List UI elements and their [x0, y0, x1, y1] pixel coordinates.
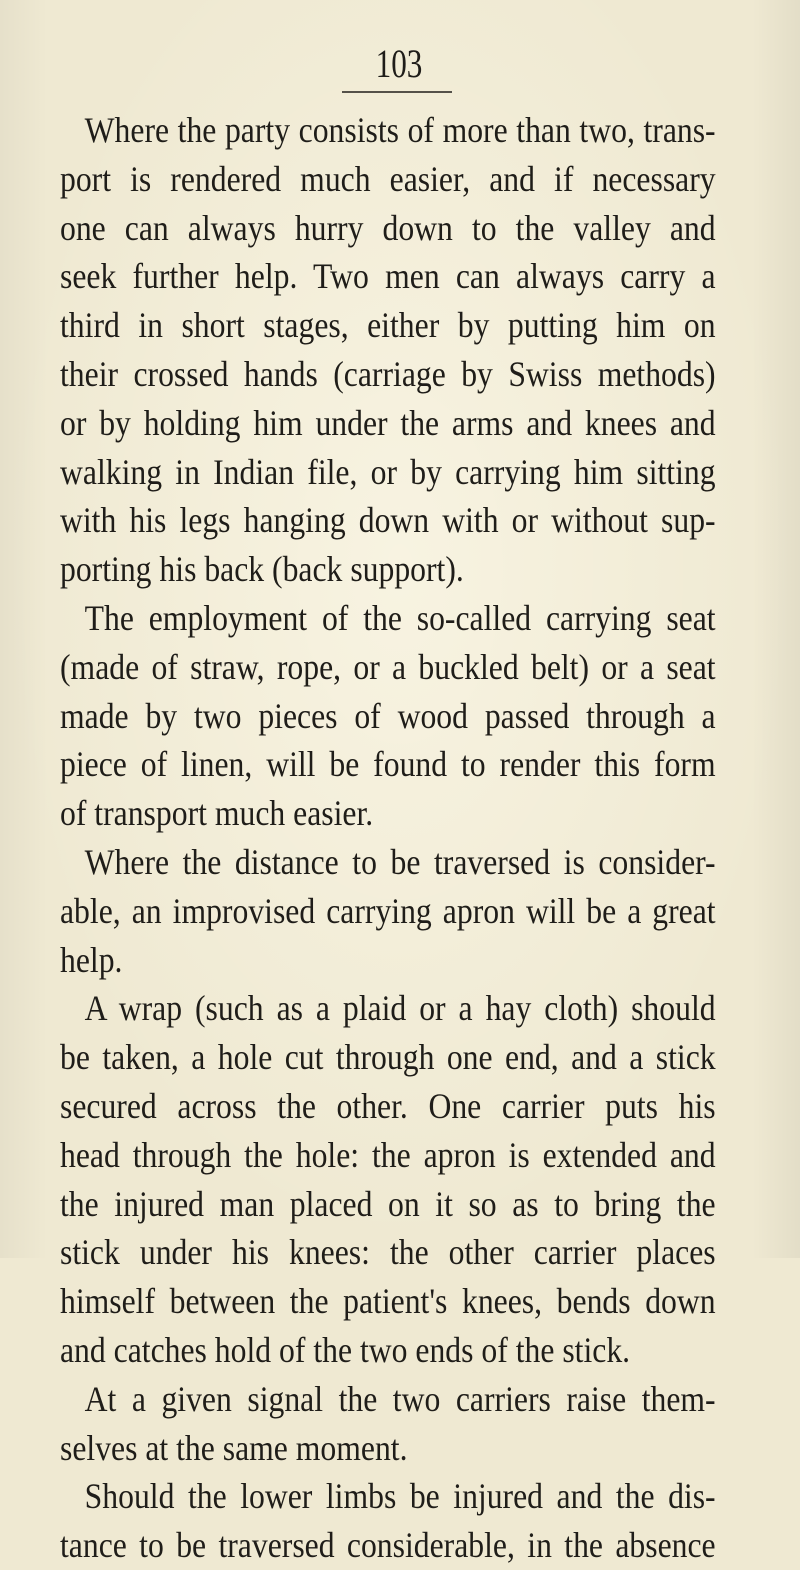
text-line: with his legs hanging down with or without sup-: [60, 500, 716, 541]
text-line: head through the hole: the apron is extended and: [60, 1134, 716, 1175]
text-line: Where the distance to be traversed is consider-: [84, 841, 716, 882]
body-text: [60, 106, 716, 1570]
text-line: and catches hold of the two ends of the stick.: [60, 1329, 631, 1370]
text-line: one can always hurry down to the valley and: [60, 207, 716, 248]
text-line: walking in Indian file, or by carrying him sitting: [60, 451, 716, 492]
text-line: the injured man placed on it so as to bring the: [60, 1183, 716, 1224]
text-line: help.: [60, 939, 123, 980]
text-line: selves at the same moment.: [60, 1427, 408, 1468]
text-line: third in short stages, either by putting him on: [60, 305, 716, 346]
text-line: port is rendered much easier, and if necessary: [60, 158, 716, 199]
text-line: seek further help. Two men can always carry a: [60, 256, 716, 297]
text-line: stick under his knees: the other carrier places: [60, 1232, 716, 1273]
page-number: 103: [375, 41, 423, 86]
text-line: piece of linen, will be found to render this form: [60, 744, 716, 785]
text-line: of transport much easier.: [60, 793, 374, 834]
text-line: their crossed hands (carriage by Swiss methods): [60, 353, 716, 394]
text-line: A wrap (such as a plaid or a hay cloth) should: [84, 988, 716, 1029]
text-line: or by holding him under the arms and knees and: [60, 402, 716, 443]
text-line: The employment of the so-called carrying seat: [84, 597, 716, 638]
text-line: porting his back (back support).: [60, 549, 464, 590]
text-line: secured across the other. One carrier puts his: [60, 1085, 716, 1126]
text-line: At a given signal the two carriers raise them-: [84, 1378, 716, 1419]
text-line: made by two pieces of wood passed through a: [60, 695, 716, 736]
text-line: tance to be traversed considerable, in the absence: [60, 1525, 716, 1566]
text-line: able, an improvised carrying apron will be a great: [60, 890, 716, 931]
text-line: be taken, a hole cut through one end, and a stick: [60, 1037, 716, 1078]
text-line: Where the party consists of more than two, trans-: [84, 110, 716, 150]
page-number-underline: [342, 91, 452, 93]
text-line: Should the lower limbs be injured and the dis-: [84, 1476, 716, 1517]
text-line: (made of straw, rope, or a buckled belt) or a seat: [60, 646, 716, 687]
text-line: himself between the patient's knees, bends down: [60, 1281, 716, 1322]
